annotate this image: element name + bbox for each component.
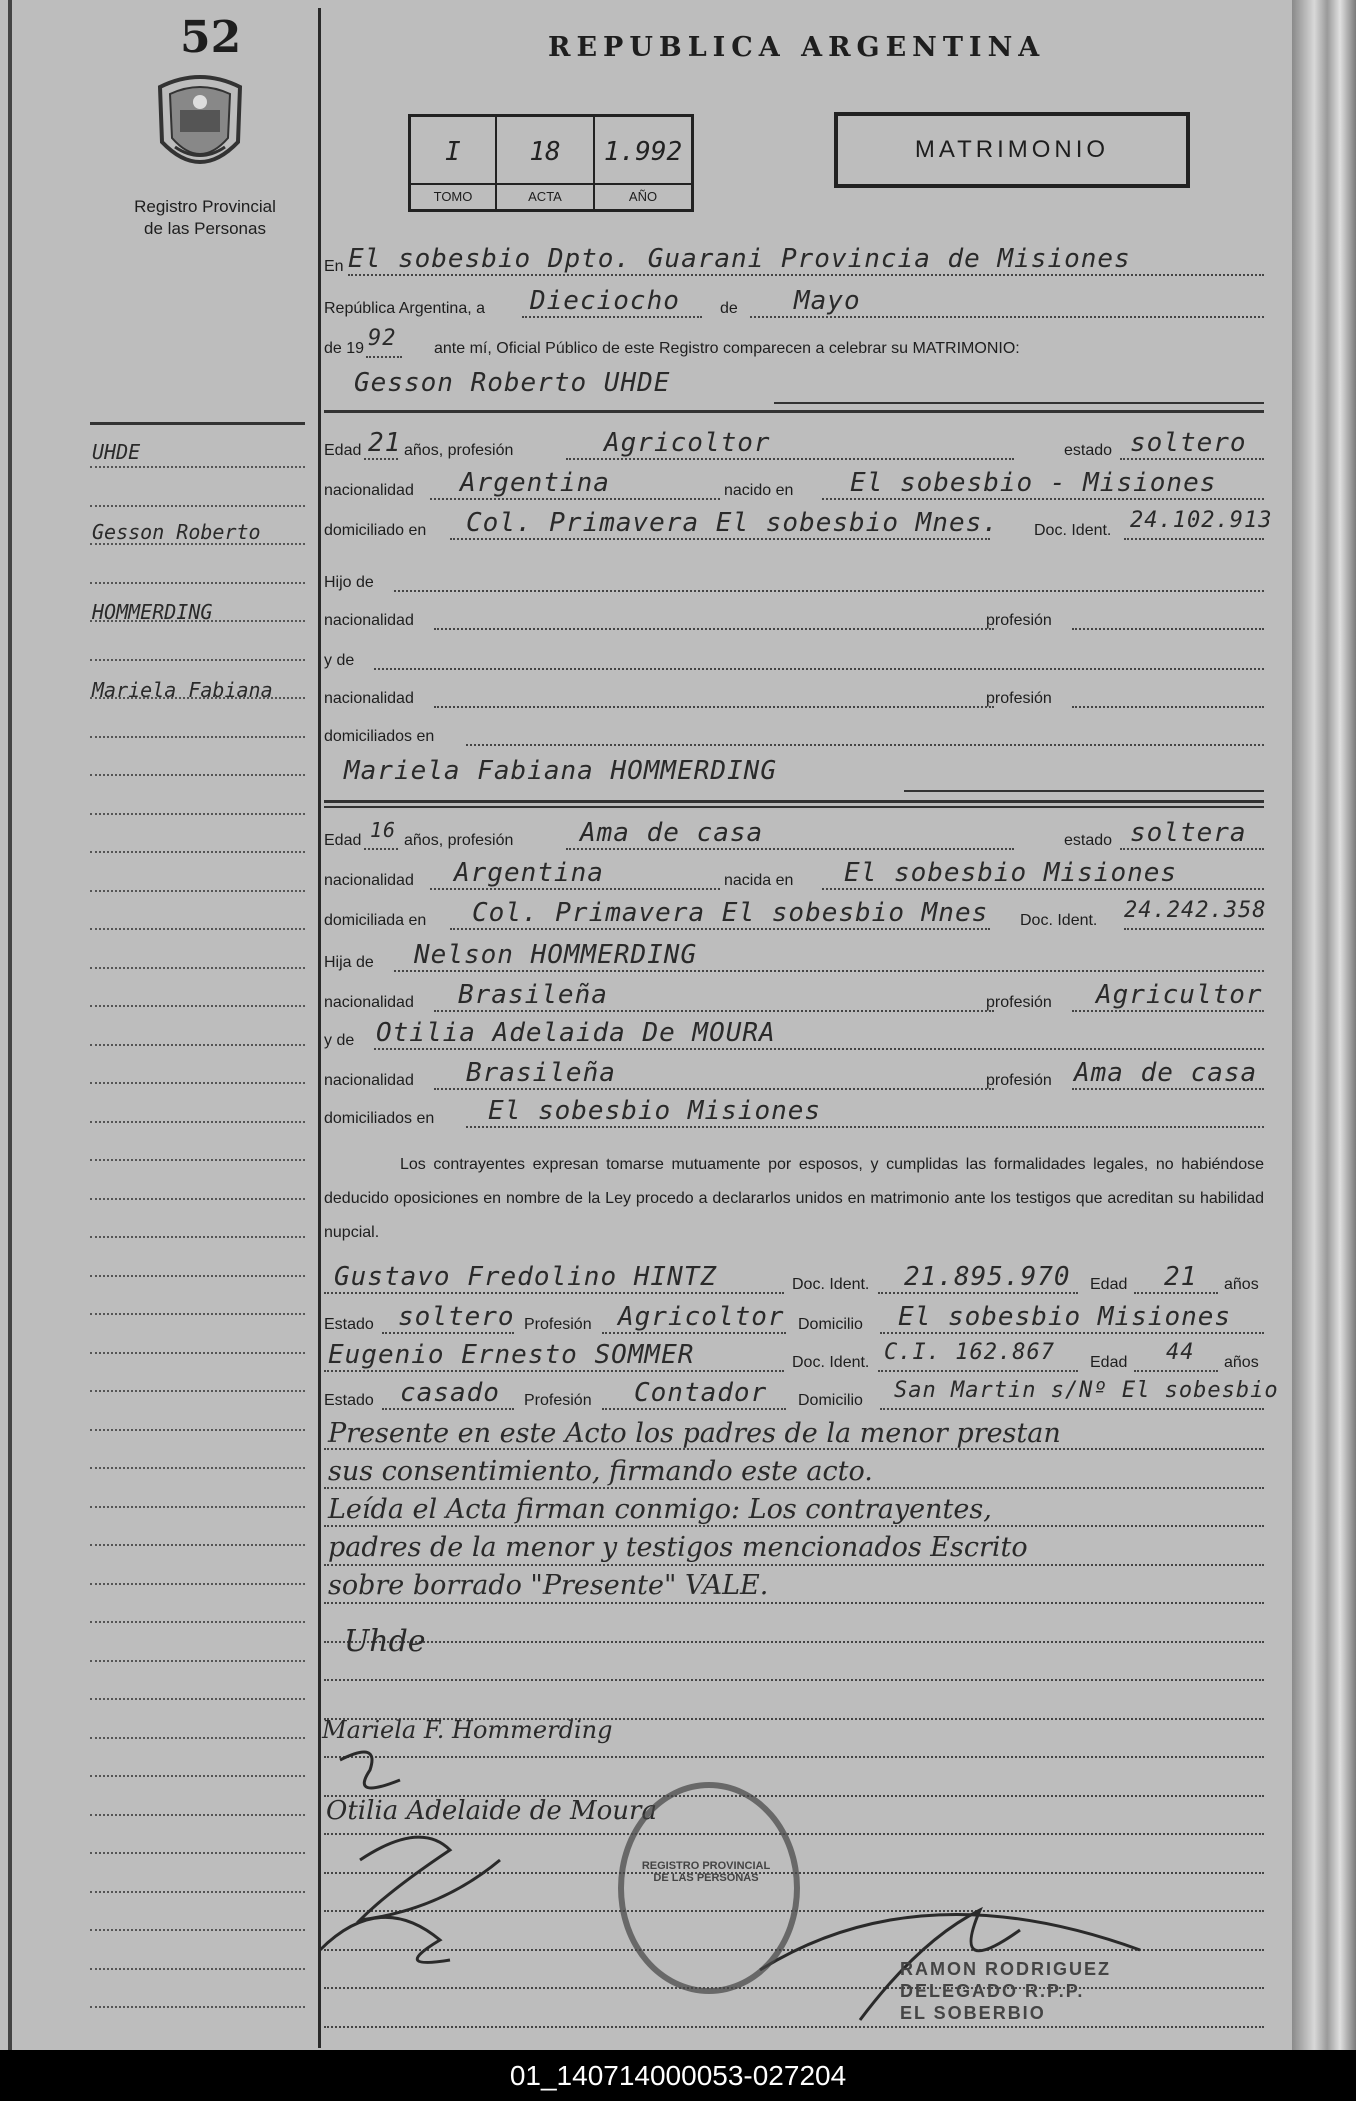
year-value: 92: [368, 326, 397, 351]
margin-rule-line: [90, 1968, 305, 1970]
writing-line: [324, 1564, 1264, 1566]
country-heading: REPUBLICA ARGENTINA: [548, 32, 1046, 63]
acta-label: ACTA: [497, 183, 593, 209]
margin-rule-line: [90, 1621, 305, 1623]
margin-rule-line: [90, 1506, 305, 1508]
margin-rule-line: [90, 505, 305, 507]
margin-rule-line: [90, 659, 305, 661]
witness-2-row: Eugenio Ernesto SOMMER Doc. Ident. C.I. 162.867 Edad 44 años: [324, 1344, 1264, 1376]
margin-rule-line: [90, 1583, 305, 1585]
acta-value: 18: [529, 137, 561, 167]
margin-rule-line: [90, 582, 305, 584]
tomo-value: I: [445, 137, 461, 167]
witness-1-details-row: Estado soltero Profesión Agricoltor Domicilio El sobesbio Misiones: [324, 1306, 1264, 1338]
registry-name: Registro Provincial de las Personas: [134, 197, 276, 238]
margin-rule-line: [90, 1121, 305, 1123]
place-value: El sobesbio Dpto. Guarani Provincia de Misiones: [348, 244, 1131, 274]
margin-rule-line: [90, 1467, 305, 1469]
note-line-2: sus consentimiento, firmando este acto.: [328, 1456, 873, 1487]
margin-rule-line: [90, 1236, 305, 1238]
margin-rule-line: [90, 1313, 305, 1315]
record-type: MATRIMONIO: [834, 112, 1190, 188]
date-row: República Argentina, a Dieciocho de Mayo: [324, 290, 1264, 322]
archive-code-bar: [0, 2050, 1356, 2101]
margin-rule-line: [90, 1044, 305, 1046]
note-line-4: padres de la menor y testigos mencionados Escrito: [328, 1532, 1028, 1563]
writing-line: [324, 1641, 1264, 1643]
bride-nationality-row: nacionalidad Argentina nacida en El sobesbio Misiones: [324, 862, 1264, 894]
margin-rule-line: [90, 813, 305, 815]
stamp-circle-text: REGISTRO PROVINCIAL DE LAS PERSONAS: [641, 1860, 771, 1884]
margin-rule-line: [90, 1429, 305, 1431]
margin-rule-line: [90, 1698, 305, 1700]
margin-rule-line: [90, 967, 305, 969]
margin-rule-line: [90, 1352, 305, 1354]
bride-age-row: Edad 16 años, profesión Ama de casa estado soltera: [324, 822, 1264, 854]
ano-value: 1.992: [603, 137, 683, 167]
bride-parents-domicile-row: domiciliados en El sobesbio Misiones: [324, 1100, 1264, 1132]
margin-rule-line: [90, 1198, 305, 1200]
note-line-3: Leída el Acta firman conmigo: Los contrayentes,: [328, 1494, 992, 1525]
margin-surname-groom: UHDE: [92, 440, 141, 464]
margin-rule-line: [90, 620, 305, 622]
margin-rule-line: [90, 928, 305, 930]
month-value: Mayo: [794, 286, 861, 316]
page-left-border: [8, 0, 12, 2050]
registry-stamp: [618, 1782, 800, 1994]
margin-rule-line: [90, 1159, 305, 1161]
note-line-1: Presente en este Acto los padres de la menor prestan: [328, 1418, 1061, 1449]
margin-rule-line: [90, 2006, 305, 2008]
day-value: Dieciocho: [530, 286, 680, 316]
groom-parents-domicile-row: domiciliados en: [324, 718, 1264, 750]
writing-line: [324, 1525, 1264, 1527]
margin-rule-line: [90, 1775, 305, 1777]
margin-firstname-groom: Gesson Roberto: [92, 520, 261, 544]
signature-mother: Otilia Adelaide de Moura: [326, 1796, 657, 1826]
book-edge: [1292, 0, 1356, 2050]
bride-name-row: [324, 756, 1264, 792]
margin-rule-line: [90, 543, 305, 545]
witness-2-details-row: Estado casado Profesión Contador Domicilio San Martin s/Nº El sobesbio: [324, 1378, 1279, 1409]
intro-row: de 19 92 ante mí, Oficial Público de este Registro comparecen a celebrar su MATRIMONIO:: [324, 326, 1020, 357]
groom-domicile-row: domiciliado en Col. Primavera El sobesbio Mnes. Doc. Ident. 24.102.913: [324, 508, 1273, 539]
bride-father-nat-row: nacionalidad Brasileña profesión Agricultor: [324, 980, 1263, 1011]
margin-rule-line: [90, 1544, 305, 1546]
groom-name-row: [324, 368, 1264, 404]
writing-line: [324, 1679, 1264, 1681]
margin-rule-line: [90, 1390, 305, 1392]
record-number-box: [408, 114, 694, 212]
writing-line: [324, 1602, 1264, 1604]
margin-rule-line: [90, 466, 305, 468]
margin-rule-line: [90, 851, 305, 853]
groom-mother-nat-row: nacionalidad profesión: [324, 680, 1264, 712]
place-row: En El sobesbio Dpto. Guarani Provincia de Misiones: [324, 248, 1264, 280]
coat-of-arms-icon: [150, 72, 250, 182]
note-line-5: sobre borrado "Presente" VALE.: [328, 1570, 769, 1601]
groom-full-name: Gesson Roberto UHDE: [354, 368, 671, 398]
tomo-label: TOMO: [411, 183, 495, 209]
bride-mother-nat-row: nacionalidad Brasileña profesión Ama de casa: [324, 1062, 1264, 1094]
signature-bride: Mariela F. Hommerding: [322, 1716, 613, 1744]
writing-line: [324, 1487, 1264, 1489]
margin-rule-line: [90, 774, 305, 776]
groom-father-row: Hijo de: [324, 564, 1264, 596]
groom-nationality-row: nacionalidad Argentina nacido en El sobesbio - Misiones: [324, 472, 1264, 504]
groom-mother-row: y de: [324, 642, 1264, 674]
bride-full-name: Mariela Fabiana HOMMERDING: [344, 756, 777, 786]
margin-rule-line: [90, 1005, 305, 1007]
bride-domicile-row: domiciliada en Col. Primavera El sobesbio Mnes Doc. Ident. 24.242.358: [324, 898, 1267, 929]
archive-code: 01_140714000053-027204: [509, 2059, 847, 2091]
margin-rule-line: [90, 1852, 305, 1854]
legal-statement: Los contrayentes expresan tomarse mutuamente por esposos, y cumplidas las formalidades legales, no habiéndose deducido oposiciones en nombre de la Ley procedo a declararlos unidos en matrimonio ante los testigos que acreditan su habilidad nupcial.: [324, 1156, 1264, 1241]
margin-rule-line: [90, 1275, 305, 1277]
margin-rule-line: [90, 1891, 305, 1893]
margin-rule-line: [90, 1814, 305, 1816]
margin-firstname-bride: Mariela Fabiana: [92, 678, 273, 702]
bride-mother-row: y de Otilia Adelaida De MOURA: [324, 1022, 1264, 1054]
stamp-text: RAMON RODRIGUEZ DELEGADO R.P.P. EL SOBERBIO: [900, 1959, 1111, 2023]
margin-rule-line: [90, 1929, 305, 1931]
bride-father-row: Hija de Nelson HOMMERDING: [324, 944, 1264, 976]
margin-rule-line: [90, 1660, 305, 1662]
margin-rule-line: [90, 736, 305, 738]
ano-label: AÑO: [595, 183, 691, 209]
margin-rule-line: [90, 697, 305, 699]
groom-age-row: Edad 21 años, profesión Agricoltor estado soltero: [324, 432, 1264, 464]
witness-1-row: Gustavo Fredolino HINTZ Doc. Ident. 21.895.970 Edad 21 años: [324, 1266, 1264, 1298]
groom-father-nat-row: nacionalidad profesión: [324, 602, 1264, 634]
margin-rule-line: [90, 1082, 305, 1084]
signature-groom: Uhde: [344, 1624, 426, 1659]
page-number: 52: [180, 12, 242, 63]
margin-surname-bride: HOMMERDING: [92, 600, 213, 624]
margin-rule-line: [90, 890, 305, 892]
margin-rule-line: [90, 1737, 305, 1739]
